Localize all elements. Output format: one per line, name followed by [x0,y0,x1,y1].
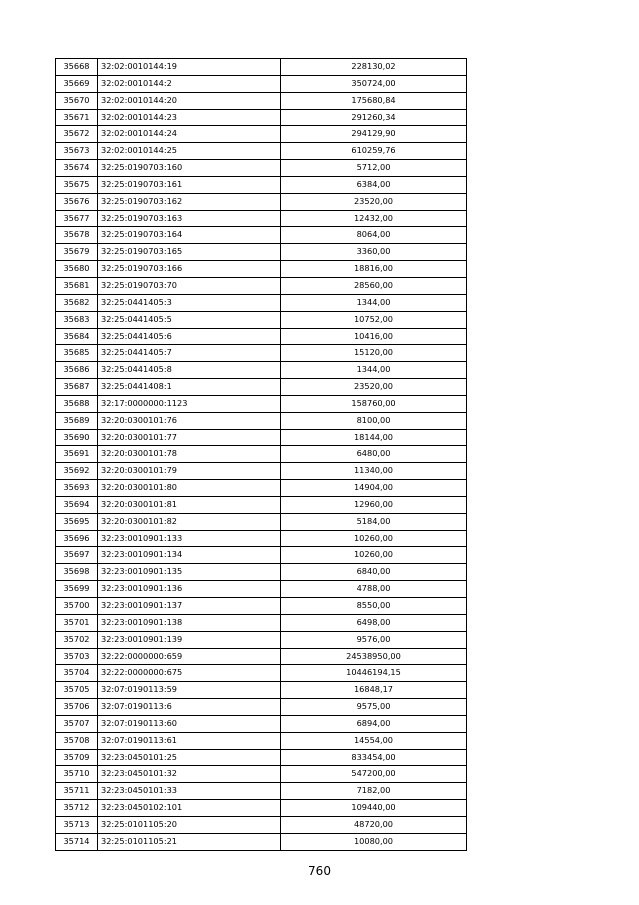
cadastral-number-cell: 32:07:0190113:6 [98,699,281,716]
cadastral-number-cell: 32:25:0441405:6 [98,328,281,345]
row-number-cell: 35684 [56,328,98,345]
cadastral-number-cell: 32:25:0190703:165 [98,244,281,261]
cadastral-number-cell: 32:02:0010144:20 [98,92,281,109]
value-cell: 10080,00 [281,833,467,850]
cadastral-number-cell: 32:25:0190703:70 [98,277,281,294]
row-number-cell: 35680 [56,261,98,278]
table-row [56,833,467,850]
value-cell: 14554,00 [281,732,467,749]
table-row [56,631,467,648]
row-number-cell: 35692 [56,463,98,480]
row-number-cell: 35686 [56,362,98,379]
table-row [56,143,467,160]
value-cell: 10416,00 [281,328,467,345]
cadastral-number-cell: 32:23:0450101:32 [98,766,281,783]
table-row [56,581,467,598]
table-row [56,463,467,480]
row-number-cell: 35698 [56,564,98,581]
value-cell: 18816,00 [281,261,467,278]
cadastral-number-cell: 32:25:0190703:160 [98,160,281,177]
row-number-cell: 35708 [56,732,98,749]
cadastral-number-cell: 32:25:0190703:161 [98,176,281,193]
table-row [56,496,467,513]
value-cell: 833454,00 [281,749,467,766]
value-cell: 1344,00 [281,362,467,379]
cadastral-number-cell: 32:23:0010901:136 [98,581,281,598]
value-cell: 23520,00 [281,379,467,396]
row-number-cell: 35714 [56,833,98,850]
cadastral-number-cell: 32:02:0010144:25 [98,143,281,160]
page-number: 760 [308,864,331,878]
row-number-cell: 35671 [56,109,98,126]
cadastral-number-cell: 32:25:0441405:3 [98,294,281,311]
row-number-cell: 35681 [56,277,98,294]
cadastral-number-cell: 32:20:0300101:82 [98,513,281,530]
row-number-cell: 35668 [56,59,98,76]
row-number-cell: 35712 [56,800,98,817]
table-row [56,210,467,227]
value-cell: 12960,00 [281,496,467,513]
cadastral-number-cell: 32:23:0010901:133 [98,530,281,547]
cadastral-number-cell: 32:25:0441408:1 [98,379,281,396]
table-row [56,126,467,143]
value-cell: 8100,00 [281,412,467,429]
value-cell: 8064,00 [281,227,467,244]
cadastral-number-cell: 32:25:0101105:21 [98,833,281,850]
table-row [56,682,467,699]
value-cell: 28560,00 [281,277,467,294]
row-number-cell: 35710 [56,766,98,783]
row-number-cell: 35687 [56,379,98,396]
table-row [56,227,467,244]
row-number-cell: 35676 [56,193,98,210]
cadastral-number-cell: 32:20:0300101:77 [98,429,281,446]
value-cell: 9576,00 [281,631,467,648]
value-cell: 109440,00 [281,800,467,817]
cadastral-number-cell: 32:20:0300101:76 [98,412,281,429]
cadastral-number-cell: 32:25:0190703:164 [98,227,281,244]
value-cell: 48720,00 [281,816,467,833]
cadastral-number-cell: 32:02:0010144:19 [98,59,281,76]
table-row [56,766,467,783]
cadastral-number-cell: 32:22:0000000:659 [98,648,281,665]
cadastral-number-cell: 32:23:0450102:101 [98,800,281,817]
table-row [56,244,467,261]
cadastral-number-cell: 32:02:0010144:2 [98,75,281,92]
row-number-cell: 35672 [56,126,98,143]
row-number-cell: 35674 [56,160,98,177]
row-number-cell: 35700 [56,598,98,615]
value-cell: 1344,00 [281,294,467,311]
row-number-cell: 35696 [56,530,98,547]
value-cell: 23520,00 [281,193,467,210]
table-row [56,109,467,126]
value-cell: 15120,00 [281,345,467,362]
table-row [56,193,467,210]
table-row [56,294,467,311]
table-body [56,59,467,851]
cadastral-number-cell: 32:25:0190703:162 [98,193,281,210]
row-number-cell: 35694 [56,496,98,513]
row-number-cell: 35688 [56,395,98,412]
row-number-cell: 35706 [56,699,98,716]
cadastral-number-cell: 32:25:0190703:163 [98,210,281,227]
value-cell: 3360,00 [281,244,467,261]
row-number-cell: 35697 [56,547,98,564]
row-number-cell: 35695 [56,513,98,530]
row-number-cell: 35705 [56,682,98,699]
value-cell: 16848,17 [281,682,467,699]
row-number-cell: 35678 [56,227,98,244]
table-row [56,261,467,278]
table-row [56,530,467,547]
cadastral-number-cell: 32:25:0190703:166 [98,261,281,278]
value-cell: 7182,00 [281,783,467,800]
row-number-cell: 35679 [56,244,98,261]
table-row [56,816,467,833]
row-number-cell: 35709 [56,749,98,766]
table-row [56,345,467,362]
value-cell: 228130,02 [281,59,467,76]
value-cell: 547200,00 [281,766,467,783]
table-row [56,59,467,76]
table-row [56,277,467,294]
cadastral-number-cell: 32:25:0101105:20 [98,816,281,833]
row-number-cell: 35699 [56,581,98,598]
value-cell: 610259,76 [281,143,467,160]
table-row [56,176,467,193]
cadastral-number-cell: 32:25:0441405:7 [98,345,281,362]
row-number-cell: 35704 [56,665,98,682]
value-cell: 14904,00 [281,480,467,497]
value-cell: 5712,00 [281,160,467,177]
value-cell: 10260,00 [281,530,467,547]
table-row [56,699,467,716]
table-row [56,480,467,497]
table-row [56,547,467,564]
cadastral-number-cell: 32:23:0010901:134 [98,547,281,564]
table-row [56,412,467,429]
row-number-cell: 35677 [56,210,98,227]
cadastral-number-cell: 32:17:0000000:1123 [98,395,281,412]
table-row [56,362,467,379]
table-row [56,311,467,328]
row-number-cell: 35683 [56,311,98,328]
row-number-cell: 35682 [56,294,98,311]
table-row [56,395,467,412]
value-cell: 6840,00 [281,564,467,581]
table-row [56,429,467,446]
row-number-cell: 35707 [56,715,98,732]
cadastral-number-cell: 32:23:0450101:25 [98,749,281,766]
value-cell: 12432,00 [281,210,467,227]
value-cell: 24538950,00 [281,648,467,665]
value-cell: 175680,84 [281,92,467,109]
row-number-cell: 35673 [56,143,98,160]
value-cell: 18144,00 [281,429,467,446]
cadastral-number-cell: 32:20:0300101:79 [98,463,281,480]
table-row [56,614,467,631]
cadastral-number-cell: 32:02:0010144:23 [98,109,281,126]
table-row [56,749,467,766]
cadastral-number-cell: 32:25:0441405:8 [98,362,281,379]
value-cell: 9575,00 [281,699,467,716]
row-number-cell: 35691 [56,446,98,463]
table-row [56,783,467,800]
table-row [56,328,467,345]
row-number-cell: 35702 [56,631,98,648]
value-cell: 10260,00 [281,547,467,564]
cadastral-number-cell: 32:02:0010144:24 [98,126,281,143]
cadastral-number-cell: 32:07:0190113:61 [98,732,281,749]
cadastral-number-cell: 32:20:0300101:78 [98,446,281,463]
cadastral-number-cell: 32:23:0010901:137 [98,598,281,615]
table-row [56,598,467,615]
value-cell: 294129,90 [281,126,467,143]
row-number-cell: 35689 [56,412,98,429]
table-row [56,665,467,682]
cadastral-number-cell: 32:23:0010901:135 [98,564,281,581]
table-row [56,379,467,396]
table-row [56,513,467,530]
cadastral-number-cell: 32:25:0441405:5 [98,311,281,328]
row-number-cell: 35711 [56,783,98,800]
table-row [56,648,467,665]
value-cell: 10446194,15 [281,665,467,682]
row-number-cell: 35690 [56,429,98,446]
value-cell: 6480,00 [281,446,467,463]
row-number-cell: 35703 [56,648,98,665]
cadastral-number-cell: 32:07:0190113:60 [98,715,281,732]
table-row [56,75,467,92]
value-cell: 11340,00 [281,463,467,480]
value-cell: 8550,00 [281,598,467,615]
cadastral-number-cell: 32:23:0450101:33 [98,783,281,800]
cadastral-number-cell: 32:20:0300101:81 [98,496,281,513]
value-cell: 5184,00 [281,513,467,530]
row-number-cell: 35701 [56,614,98,631]
value-cell: 6894,00 [281,715,467,732]
row-number-cell: 35693 [56,480,98,497]
value-cell: 4788,00 [281,581,467,598]
table-row [56,92,467,109]
value-cell: 350724,00 [281,75,467,92]
cadastral-number-cell: 32:23:0010901:138 [98,614,281,631]
value-cell: 158760,00 [281,395,467,412]
row-number-cell: 35713 [56,816,98,833]
row-number-cell: 35670 [56,92,98,109]
row-number-cell: 35685 [56,345,98,362]
data-table [55,58,467,851]
table-row [56,564,467,581]
table-row [56,160,467,177]
cadastral-number-cell: 32:23:0010901:139 [98,631,281,648]
value-cell: 10752,00 [281,311,467,328]
cadastral-number-cell: 32:22:0000000:675 [98,665,281,682]
table-row [56,800,467,817]
cadastral-number-cell: 32:07:0190113:59 [98,682,281,699]
cadastral-number-cell: 32:20:0300101:80 [98,480,281,497]
value-cell: 6498,00 [281,614,467,631]
row-number-cell: 35675 [56,176,98,193]
table-row [56,446,467,463]
value-cell: 291260,34 [281,109,467,126]
row-number-cell: 35669 [56,75,98,92]
table-row [56,732,467,749]
table-row [56,715,467,732]
value-cell: 6384,00 [281,176,467,193]
